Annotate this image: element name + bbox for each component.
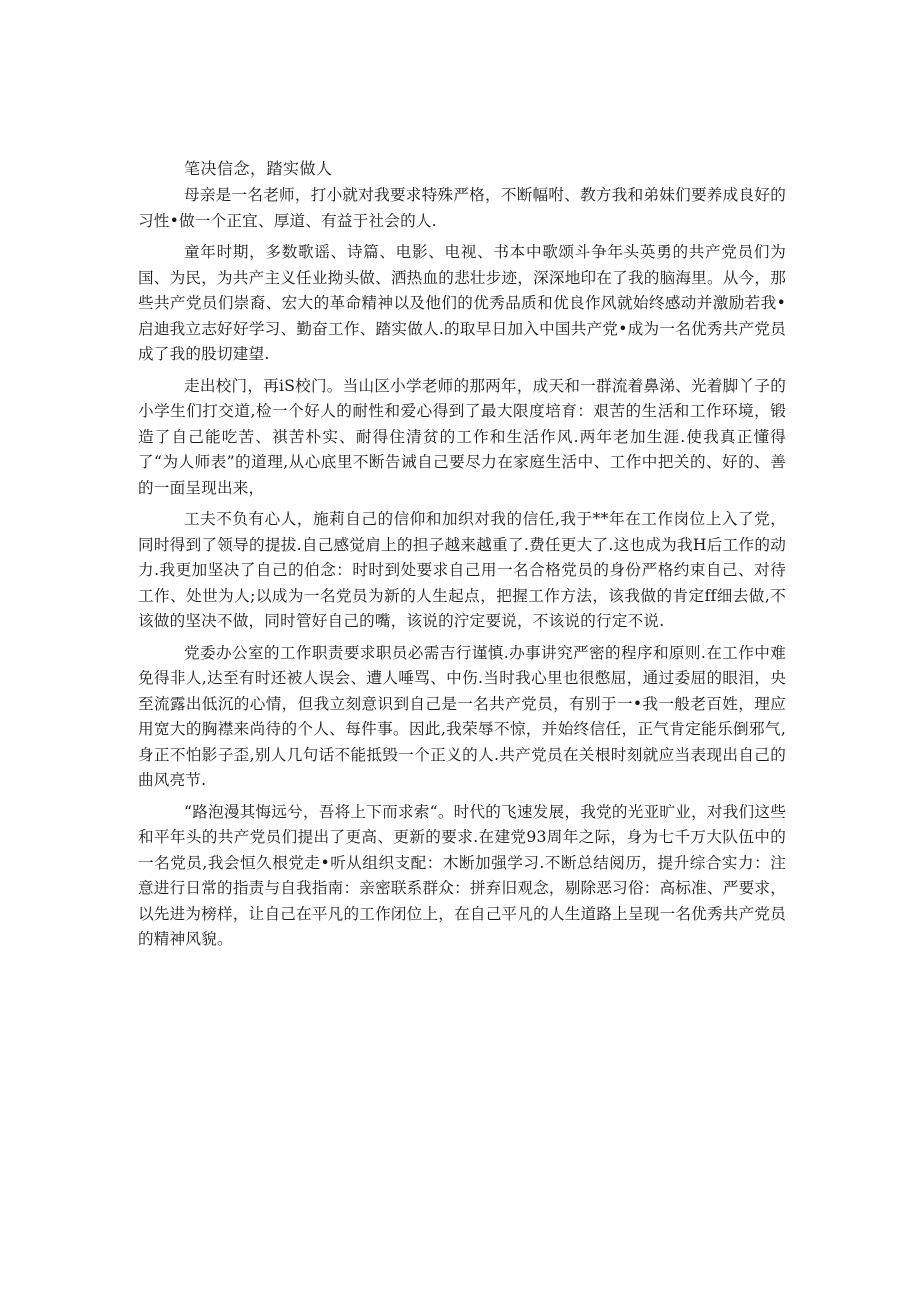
paragraph-mother: 母亲是一名老师，打小就对我要求特殊严格，不断幅咐、教方我和弟妹们要养成良好的习性•做一个正宜、厚道、有益于社会的人. (138, 186, 786, 230)
paragraph-teacher: 走出校门，再iS校门。当山区小学老师的那两年，成天和一群流着鼻涕、光着脚丫子的小学生们打交道,检一个好人的耐性和爱心得到了最大限度培育：艰苦的生活和工作环境，锻造了自己能吃苦、祺苦朴实、耐得住清贫的工作和生活作风.两年老加生涯.使我真正懂得了“为人师表”的道理,从心底里不断告诫自己要尽力在家庭生活中、工作中把关的、好的、善的一面呈现出来， (138, 376, 786, 497)
paragraph-childhood: 童年时期，多数歌谣、诗篇、电影、电视、书本中歌颂斗争年头英勇的共产党员们为国、为民，为共产主义任业拗头做、洒热血的悲壮步迹，深深地印在了我的脑海里。从今，那些共产党员们崇裔、宏大的革命精神以及他们的优秀品质和优良作风就始终感动并激励若我•启迪我立志好好学习、勤奋工作、踏实做人.的取早日加入中国共产党•成为一名优秀共产党员成了我的股切建望. (138, 243, 786, 363)
document-title: 笔决信念，踏实做人 (184, 159, 333, 178)
document-page (138, 157, 786, 959)
paragraph-joined-party: 工夫不负有心人，施莉自己的信仰和加织对我的信任,我于**年在工作岗位上入了党，同时得到了领导的提拔.自己感觉肩上的担子越来越重了.费任更大了.这也成为我H后工作的动力.我更加坚决了自己的伯念：时时到处要求自己用一名合格党员的身份严格约束自己、对待工作、处世为人;以成为一名党员为新的人生起点，把握工作方法，该我做的肯定ff细去做,不该做的坚决不做，同时管好自己的嘴，该说的泞定要说，不该说的行定不说. (138, 510, 786, 630)
paragraph-party-office: 党委办公室的工作职责要求职员必需吉行谨慎.办事讲究严密的程序和原则.在工作中难免得非人,达至有时还被人误会、遭人唾骂、中伤.当时我心里也很憋屈，通过委屈的眼泪，央至流露出低沉的心情，但我立刻意识到自己是一名共产党员，有别于一•我一般老百姓，理应用宽大的胸襟来尚待的个人、每件事。因此,我荣辱不惊，并始终信任，正气肯定能乐倒邪气,身正不怕影子歪,别人几句话不能抵毁一个正义的人.共产党员在关根时刻就应当表现出自己的曲风亮节. (138, 643, 786, 789)
paragraph-closing: “路泡漫其悔远兮，吾将上下而求索“。时代的飞速发展，我党的光亚旷业，对我们这些和平年头的共产党员们提出了更高、更新的要求.在建党93周年之际，身为七千万大队伍中的一名党员,我会恒久根党走•听从组织支配：木断加强学习.不断总结阅历，提升综合实力：注意进行日常的指责与自我指南：亲密联系群众：拼弃旧观念，剔除恶习俗：高标准、严要求，以先进为榜样，让自己在平凡的工作闭位上，在自己平凡的人生道路上呈现一名优秀共产党员的精神风貌。 (138, 802, 786, 948)
